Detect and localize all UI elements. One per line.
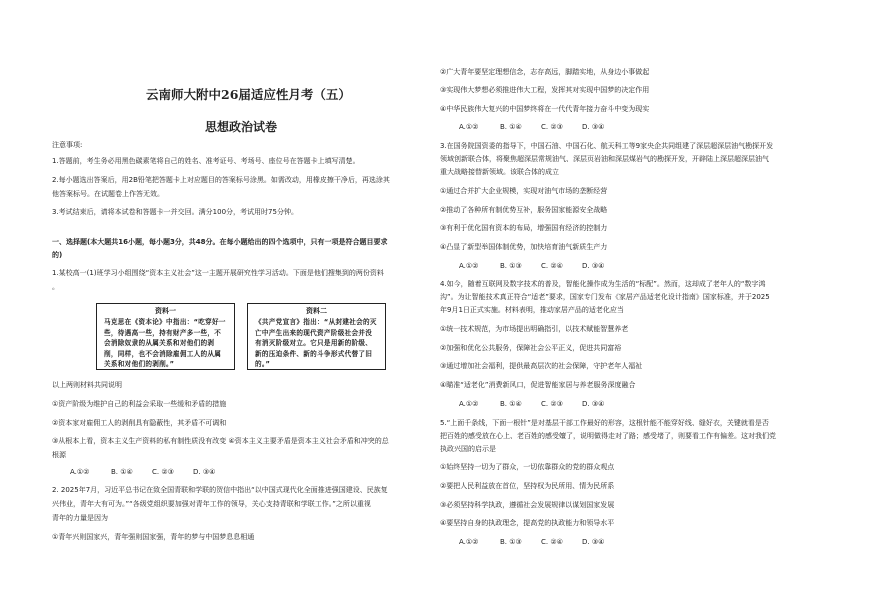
q1-answer-d[interactable]: D. ③④ (193, 468, 216, 476)
q3-option-4: ④凸显了新型举国体制优势，加快培育油气新质生产力 (440, 243, 608, 251)
q5-stem-2: 把百姓的感受放在心上、老百姓的感受嬗了，说明做得走对了路；感受堵了，则要看工作有偏差。这对我们党 (440, 432, 776, 440)
material-box-2-title: 资料二 (306, 307, 327, 315)
q5-option-4: ④要坚持自身的执政理念，提高党的执政能力和领导水平 (440, 519, 615, 527)
q1-option-3b: 根源 (52, 451, 66, 459)
q3-answer-a[interactable]: A.①② (459, 262, 479, 270)
q1-option-1: ①资产阶级为维护自己的利益会采取一些缓和矛盾的措施 (52, 400, 227, 408)
material-box-1 (96, 303, 235, 370)
q3-option-1: ①通过合并扩大企业规模，实现对油气市场的垄断经营 (440, 187, 608, 195)
q4-answers (459, 400, 623, 409)
q2-answer-a[interactable]: A.①② (459, 123, 479, 131)
material-box-1-text: 马克思在《资本论》中指出：“吃穿好一些，待遇高一些，持有财产多一些，不会消除奴隶的从属关系和对他们的剥削，同样，也不会消除雇佣工人的从属关系和对他们的剥削。” (104, 318, 226, 368)
q3-answer-c[interactable]: C. ②④ (541, 262, 563, 270)
q1-stem: 1.某校高一(1)班学习小组围绕“资本主义社会”这一主题开展研究性学习活动。下面是他们搜集到的两份资料 (52, 269, 384, 277)
exam-title: 云南师大附中26届适应性月考（五） (146, 87, 351, 102)
q3-answer-b[interactable]: B. ①③ (500, 262, 522, 270)
q2-option-3: ③实现伟大梦想必须推进伟大工程，发挥其对实现中国梦的决定作用 (440, 86, 650, 94)
material-box-1-title: 资料一 (155, 307, 176, 315)
notice-1: 1.答题前，考生务必用黑色碳素笔将自己的姓名、准考证号、考场号、座位号在答题卡上填写清楚。 (52, 157, 360, 165)
q3-stem: 3.在国务院国资委的指导下，中国石油、中国石化、航天科工等9家央企共同组建了深层超深层油气勘探开发 (440, 142, 774, 150)
q1-lead: 以上两则材料共同说明 (52, 381, 122, 389)
q5-answer-a[interactable]: A.①② (459, 538, 479, 546)
notice-2: 2.每小题选出答案后，用2B铅笔把答题卡上对应题目的答案标号涂黑。如需改动，用橡皮擦干净后，再选涂其 (52, 176, 390, 184)
q1-answer-b[interactable]: B. ①④ (111, 468, 133, 476)
material-box-2-text: 《共产党宣言》指出：“从封建社会的灭亡中产生出来的现代资产阶级社会并没有消灭阶级对立。它只是用新的阶级、新的压迫条件、新的斗争形式代替了旧的。” (255, 318, 377, 368)
q1-stem-2: 。 (52, 283, 59, 291)
q3-option-2: ②推动了各种所有制优势互补，服务国家能源安全战略 (440, 206, 608, 214)
section-heading-2: 的) (52, 251, 63, 259)
q4-stem: 4.如今，随着互联网及数字技术的普及，智能化操作成为生活的“标配”。然而，这却成了老年人的“数字鸿 (440, 280, 766, 288)
q1-option-3: ③从根本上看，资本主义生产资料的私有制性质没有改变 ④资本主义主要矛盾是资本主义社会矛盾和冲突的总 (52, 437, 389, 445)
q3-stem-2: 领域创新联合体，将聚焦超深层常规油气、深层页岩油和深层煤岩气的勘探开发，开辟陆上深层超深层油气 (440, 155, 769, 163)
notice-3: 3.考试结束后，请将本试卷和答题卡一并交回。满分100分，考试用时75分钟。 (52, 208, 298, 216)
section-heading: 一、选择题(本大题共16小题，每小题3分，共48分。在每小题给出的四个选项中，只有一项是符合题目要求 (52, 238, 388, 246)
q1-option-2: ②资本家对雇佣工人的剥削具有隐蔽性，其矛盾不可调和 (52, 419, 227, 427)
q4-option-4: ④瞄准“适老化”消费新风口，促进智能家居与养老服务深度融合 (440, 381, 636, 389)
q3-answer-d[interactable]: D. ③④ (582, 262, 605, 270)
q4-answer-a[interactable]: A.①② (459, 400, 479, 408)
q4-answer-c[interactable]: C. ②③ (541, 400, 563, 408)
q4-answer-d[interactable]: D. ③④ (582, 400, 605, 408)
q5-answer-d[interactable]: D. ③④ (582, 538, 605, 546)
q1-answers (70, 468, 234, 477)
q2-option-2: ②广大青年要坚定理想信念，志存高远，脚踏实地，从身边小事做起 (440, 68, 650, 76)
q5-option-1: ①始终坚持一切为了群众，一切依靠群众的党的群众观点 (440, 463, 615, 471)
q1-answer-a[interactable]: A.①② (70, 468, 90, 476)
q3-stem-3: 重大战略接替新领域。该联合体的成立 (440, 168, 559, 176)
q4-option-1: ①统一技术规范，为市场提出明确指引，以技术赋能智慧养老 (440, 325, 629, 333)
q5-answer-b[interactable]: B. ①③ (500, 538, 522, 546)
q4-option-3: ③通过增加社会福利，提供最高层次的社会保障，守护老年人福祉 (440, 362, 643, 370)
q2-stem: 2. 2025年7月，习近平总书记在致全国青联和学联的贺信中指出“以中国式现代化全面推进强国建设、民族复 (52, 486, 388, 494)
q5-option-2: ②要把人民利益放在首位，坚持权为民所用、情为民所系 (440, 482, 615, 490)
material-box-2 (247, 303, 386, 370)
q2-stem-2: 兴伟业，青年大有可为。”“各级党组织要加强对青年工作的领导，关心支持青联和学联工作。”之所以重视 (52, 500, 371, 508)
q5-answers (459, 538, 623, 547)
q4-answer-b[interactable]: B. ①④ (500, 400, 522, 408)
q1-answer-c[interactable]: C. ②③ (152, 468, 174, 476)
q2-answer-c[interactable]: C. ②③ (541, 123, 563, 131)
q2-answer-b[interactable]: B. ①④ (500, 123, 522, 131)
q2-answer-d[interactable]: D. ③④ (582, 123, 605, 131)
notice-2b: 他答案标号。在试题卷上作答无效。 (52, 190, 164, 198)
q4-option-2: ②加强和优化公共服务，保障社会公平正义，促进共同富裕 (440, 344, 622, 352)
notice-heading: 注意事项: (52, 141, 83, 149)
q5-stem: 5.“上面千条线，下面一根针”是对基层干部工作最好的形容，这根针能不能穿好线、缝好衣，关键就看是否 (440, 419, 769, 427)
q4-stem-3: 年9月1日正式实施。材料表明，推动家居产品的适老化应当 (440, 306, 624, 314)
q5-stem-3: 执政兴国的启示是 (440, 445, 496, 453)
q5-option-3: ③必须坚持科学执政，遵循社会发展规律以谋划国家发展 (440, 501, 615, 509)
q4-stem-2: 沟”。为让智能技术真正符合“适老”要求，国家专门发布《家居产品适老化设计指南》国家标准，并于2025 (440, 293, 770, 301)
exam-subject: 思想政治试卷 (205, 120, 278, 134)
q2-option-4: ④中华民族伟大复兴的中国梦终将在一代代青年接力奋斗中变为现实 (440, 105, 650, 113)
q2-answers (459, 123, 623, 132)
q2-stem-3: 青年的力量是因为 (52, 514, 108, 522)
q3-option-3: ③有利于优化国有资本的布局，增强国有经济的控制力 (440, 224, 608, 232)
q3-answers (459, 262, 623, 271)
q5-answer-c[interactable]: C. ②④ (541, 538, 563, 546)
q2-option-1: ①青年兴则国家兴，青年强则国家强，青年的梦与中国梦息息相通 (52, 533, 255, 541)
